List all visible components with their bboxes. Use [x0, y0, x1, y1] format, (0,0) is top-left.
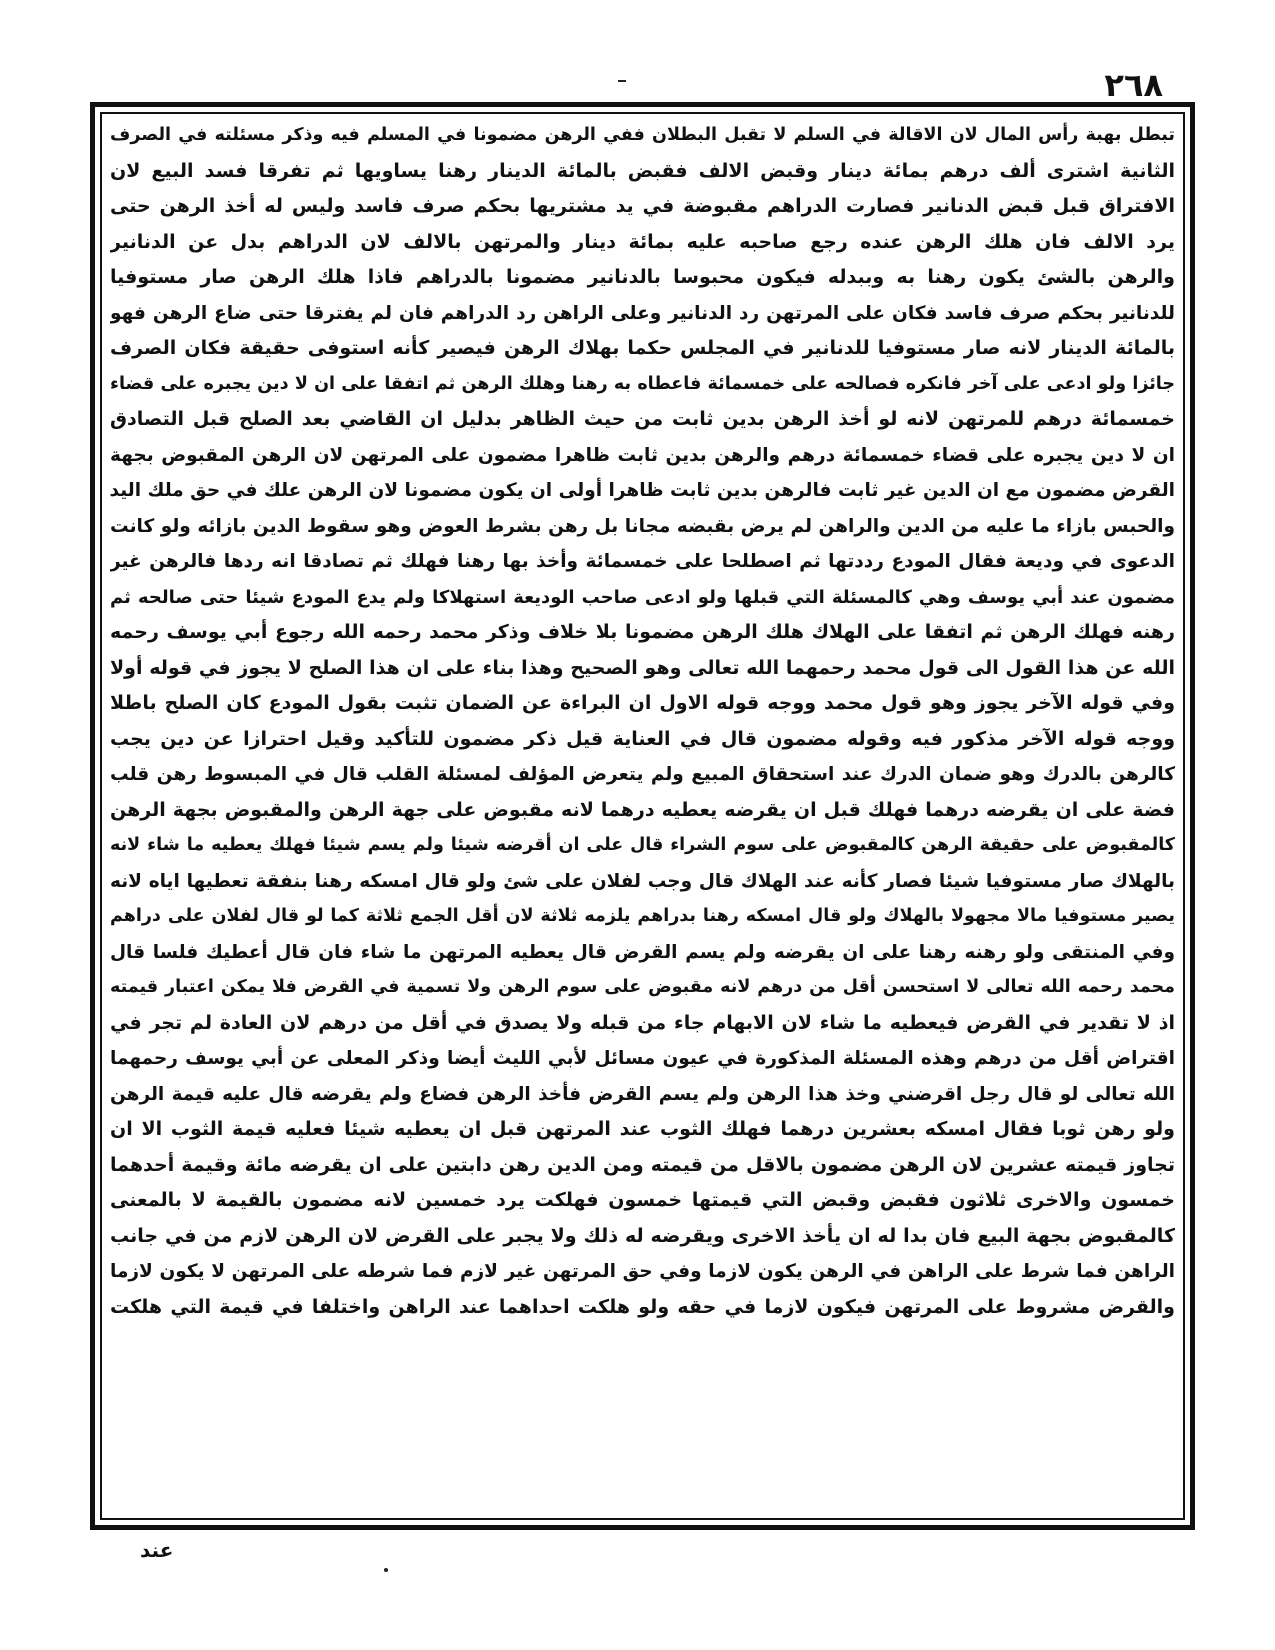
text-line: بالمائة الدينار لانه صار مستوفيا للدنانير في المجلس حكما بهلاك الرهن فيصير كأنه استوفى حقيقة فكان الصرف [110, 337, 1175, 359]
text-block [110, 118, 1175, 1516]
text-line: تجاوز قيمته عشرين لان الرهن مضمون بالاقل من قيمته ومن الدين رهن دابتين على ان يقرضه مائة وقيمة أحدهما [110, 1153, 1175, 1176]
text-line: بالهلاك صار مستوفيا شيئا فصار كأنه عند الهلاك قال وجب لفلان على شئ ولو قال امسكه رهنا بنفقة تعطيها اياه لانه [110, 870, 1175, 892]
text-line: يرد الالف فان هلك الرهن عنده رجع صاحبه عليه بمائة دينار والمرتهن بالالف لان الدراهم بدل عن الدنانير [110, 230, 1175, 253]
text-line: رهنه فهلك الرهن ثم اتفقا على الهلاك هلك الرهن مضمونا بلا خلاف وذكر محمد رحمه الله رجوع أبي يوسف رحمه [110, 621, 1175, 643]
text-line: كالرهن بالدرك وهو ضمان الدرك عند استحقاق المبيع ولم يتعرض المؤلف لمسئلة القلب قال في المبسوط رهن قلب [110, 764, 1175, 785]
text-line: للدنانير بحكم صرف فاسد فكان على المرتهن رد الدنانير وعلى الراهن رد الدراهم فان لم يفترقا حتى ضاع الرهن فهو [110, 302, 1175, 324]
text-line: القرض مضمون مع ان الدين غير ثابت فالرهن بدين ثابت ظاهرا أولى ان يكون مضمونا لان الرهن علك في حق ملك اليد [110, 480, 1175, 501]
text-line: مضمون عند أبي يوسف وهي كالمسئلة التي قبلها ولو ادعى صاحب الوديعة استهلاكا ولم يدع المودع شيئا حتى صالحه ثم [110, 586, 1175, 608]
text-line: الافتراق قبل قبض الدنانير فصارت الدراهم مقبوضة في يد مشتريها بحكم صرف فاسد وليس له أخذ الرهن حتى [110, 195, 1175, 217]
page-number: ٢٦٨ [1104, 66, 1163, 104]
text-line: وفي قوله الآخر يجوز وهو قول محمد ووجه قوله الاول ان البراءة عن الضمان تثبت بقول المودع كان الصلح باطلا [110, 692, 1175, 714]
text-line: كالمقبوض بجهة البيع فان بدا له ان يأخذ الاخرى ويقرضه له ذلك ولا يجبر على القرض لان الرهن لازم من في جانب [110, 1224, 1175, 1247]
text-line: يصير مستوفيا مالا مجهولا بالهلاك ولو قال امسكه رهنا بدراهم يلزمه ثلاثة لان أقل الجمع ثلاثة كما لو قال لفلان على دراهم [110, 906, 1175, 926]
text-line: ان لا دين يجبره على قضاء خمسمائة درهم والرهن بدين ثابت ظاهرا مضمون على المرتهن لان الرهن المقبوض بجهة [110, 444, 1175, 466]
text-line: والقرض مشروط على المرتهن فيكون لازما في حقه ولو هلكت احداهما عند الراهن واختلفا في قيمة التي هلكت [110, 1295, 1175, 1318]
text-line: فضة على ان يقرضه درهما فهلك قبل ان يقرضه يعطيه درهما لانه مقبوض على جهة الرهن والمقبوض بجهة الرهن [110, 798, 1175, 821]
text-line: كالمقبوض على حقيقة الرهن كالمقبوض على سوم الشراء قال على ان أقرضه شيئا ولم يسم شيئا فهلك يعطيه ما شاء لانه [110, 835, 1175, 855]
text-line: جائزا ولو ادعى على آخر فانكره فصالحه على خمسمائة فاعطاه به رهنا وهلك الرهن ثم اتفقا على ان لا دين يجبره على قضاء [110, 373, 1175, 394]
text-line: الله تعالى لو قال رجل اقرضني وخذ هذا الرهن ولم يسم القرض فأخذ الرهن فضاع ولم يقرضه قال عليه قيمة الرهن [110, 1083, 1175, 1105]
text-line: ولو رهن ثوبا فقال امسكه بعشرين درهما فهلك الثوب عند المرتهن قبل ان يعطيه شيئا فعليه قيمة الثوب الا ان [110, 1118, 1175, 1140]
text-line: خمسمائة درهم للمرتهن لانه لو أخذ الرهن بدين ثابت من حيث الظاهر بدليل ان القاضي بعد الصلح قبل التصادق [110, 408, 1175, 430]
text-line: اذ لا تقدير في القرض فيعطيه ما شاء لان الابهام جاء من قبله ولا يصدق في أقل من درهم لان العادة لم تجر في [110, 1011, 1175, 1034]
text-line: والحبس بازاء ما عليه من الدين والراهن لم يرض بقبضه مجانا بل رهن بشرط العوض وهو سقوط الدين بازائه ولو كانت [110, 515, 1175, 537]
bottom-mark [384, 1568, 388, 1572]
top-mark [618, 80, 626, 82]
text-line: محمد رحمه الله تعالى لا استحسن أقل من درهم لانه مقبوض على سوم الرهن ولا تسمية في القرض فلا يمكن اعتبار قيمته [110, 977, 1175, 997]
catchword: عند [140, 1538, 174, 1562]
text-line: والرهن بالشئ يكون رهنا به وببدله فيكون محبوسا بالدنانير مضمونا بالدراهم فاذا هلك الرهن صار مستوفيا [110, 266, 1175, 288]
text-line: الثانية اشترى ألف درهم بمائة دينار وقبض الالف فقبض بالمائة الدينار رهنا يساويها ثم تفرقا فسد البيع لان [110, 159, 1175, 182]
text-line: الله عن هذا القول الى قول محمد رحمهما الله تعالى وهو الصحيح وهذا بناء على ان هذا الصلح لا يجوز في قوله أولا [110, 656, 1175, 679]
text-line: اقتراض أقل من درهم وهذه المسئلة المذكورة في عيون مسائل لأبي الليث أيضا وذكر المعلى عن أبي يوسف رحمهما [110, 1048, 1175, 1069]
text-line: الدعوى في وديعة فقال المودع رددتها ثم اصطلحا على خمسمائة وأخذ بها رهنا فهلك ثم تصادقا انه ردها فالرهن غير [110, 551, 1175, 572]
text-line: خمسون والاخرى ثلاثون فقبض وقبض التي قيمتها خمسون فهلكت يرد خمسين لانه مضمون بالقيمة لا بالمعنى [110, 1189, 1175, 1211]
text-line: ووجه قوله الآخر مذكور فيه وقوله مضمون قال في العناية قيل ذكر مضمون للتأكيد وقيل احترازا عن دين يجب [110, 727, 1175, 750]
text-line: الراهن فما شرط على الراهن في الرهن يكون لازما وفي حق المرتهن غير لازم فما شرطه على المرتهن لا يكون لازما [110, 1261, 1175, 1282]
text-line: تبطل بهبة رأس المال لان الاقالة في السلم لا تقبل البطلان ففي الرهن مضمونا في المسلم فيه وذكر مسئلته في الصرف [110, 125, 1175, 145]
text-line: وفي المنتقى ولو رهنه رهنا على ان يقرضه ولم يسم القرض قال يعطيه المرتهن ما شاء فان قال أعطيك فلسا قال [110, 941, 1175, 963]
